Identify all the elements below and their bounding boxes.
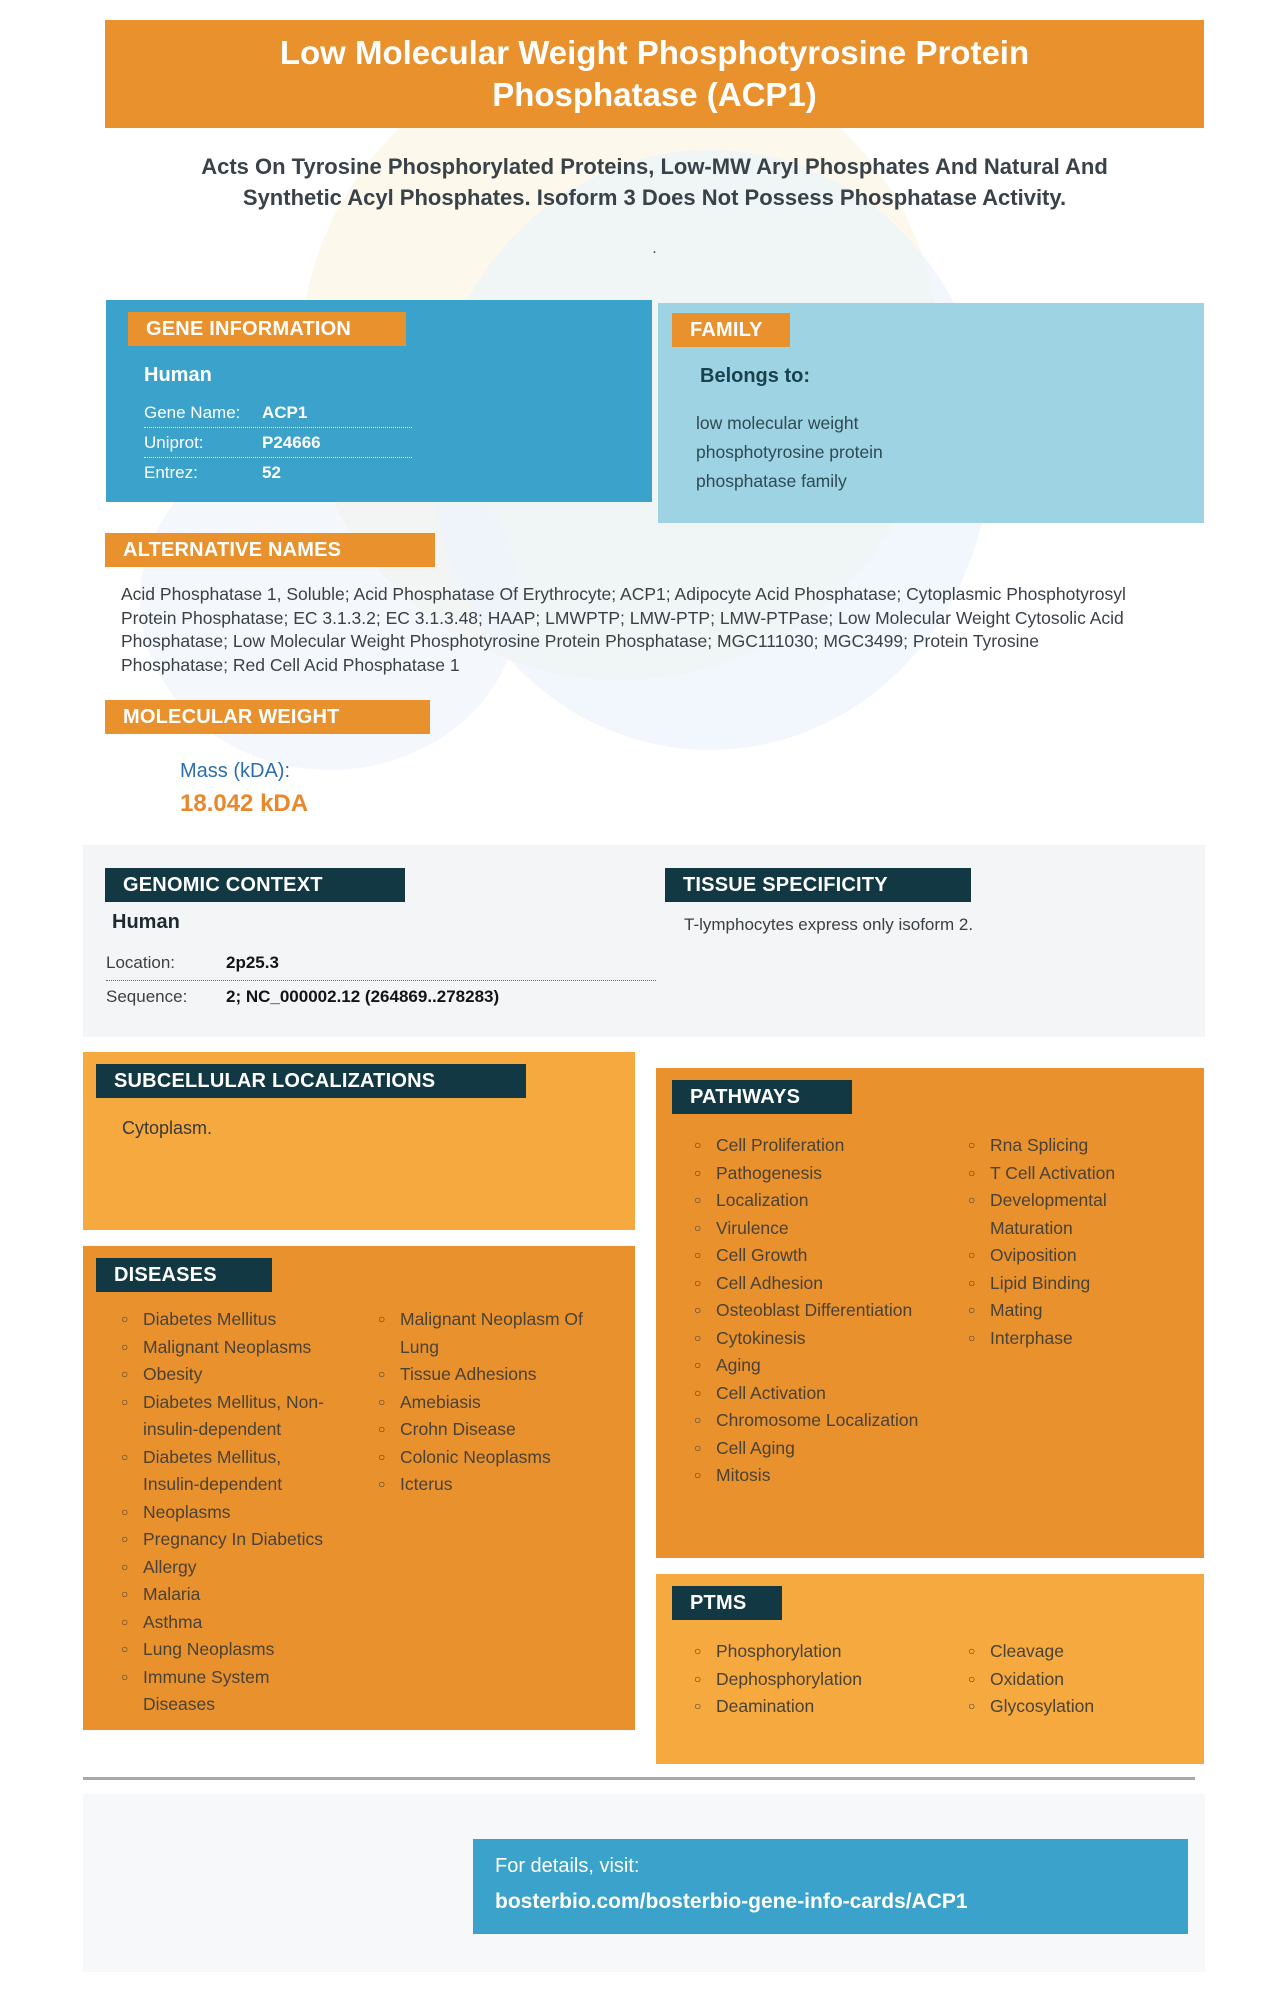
sequence-value: 2; NC_000002.12 (264869..278283)	[226, 987, 500, 1006]
table-row	[144, 458, 412, 487]
gene-information-heading: GENE INFORMATION	[128, 312, 406, 346]
table-row	[106, 947, 656, 981]
ptms-heading: PTMS	[672, 1586, 782, 1620]
pathways-list-col1	[686, 1132, 921, 1490]
page-title: Low Molecular Weight Phosphotyrosine Protein Phosphatase (ACP1)	[279, 33, 1030, 113]
diseases-columns	[83, 1306, 595, 1719]
list-item: ○ Obesity	[113, 1361, 336, 1389]
pathways-heading: PATHWAYS	[672, 1080, 852, 1114]
list-item: ○ Immune System Diseases	[113, 1664, 336, 1719]
alternative-names-text: Acid Phosphatase 1, Soluble; Acid Phosphatase Of Erythrocyte; ACP1; Adipocyte Acid Phosphatase; Cytoplasmic Phosphotyrosyl Protein Phosphatase; EC 3.1.3.2; EC 3.1.3.48; HAAP; LMWPTP; LMW-PTP; LMW-PTPase; Low Molecular Weight Cytosolic Acid Phosphatase; Low Molecular Weight Phosphotyrosine Protein Phosphatase; MGC111030; MGC3499; Protein Tyrosine Phosphatase; Red Cell Acid Phosphatase 1	[121, 584, 1126, 675]
list-item: ○ Localization	[686, 1187, 921, 1215]
footer-link[interactable]: bosterbio.com/bosterbio-gene-info-cards/ACP1	[495, 1890, 968, 1913]
ptms-list-col1	[686, 1638, 921, 1721]
list-item: ○ Neoplasms	[113, 1499, 336, 1527]
ptms-panel	[656, 1574, 1204, 1764]
footer-panel	[83, 1794, 1205, 1972]
page-subtitle: Acts On Tyrosine Phosphorylated Proteins, Low-MW Aryl Phosphates And Natural And Synthetic Acyl Phosphates. Isoform 3 Does Not Possess Phosphatase Activity.	[201, 154, 1108, 210]
list-item: ○ Diabetes Mellitus, Insulin-dependent	[113, 1444, 336, 1499]
list-item: ○ Crohn Disease	[370, 1416, 595, 1444]
list-item: ○ Dephosphorylation	[686, 1666, 921, 1694]
list-item: ○ Lung Neoplasms	[113, 1636, 336, 1664]
stray-period: .	[652, 240, 657, 257]
location-value: 2p25.3	[226, 953, 279, 972]
list-item: ○ Virulence	[686, 1215, 921, 1243]
genomic-context-table	[106, 947, 656, 1014]
list-item: ○ Diabetes Mellitus	[113, 1306, 336, 1334]
list-item: ○ Malignant Neoplasms	[113, 1334, 336, 1362]
family-panel	[658, 303, 1204, 523]
diseases-heading: DISEASES	[96, 1258, 272, 1292]
list-item: ○ Asthma	[113, 1609, 336, 1637]
list-item: ○ Cell Aging	[686, 1435, 921, 1463]
list-item: ○ Diabetes Mellitus, Non-insulin-dependent	[113, 1389, 336, 1444]
gene-name-value: ACP1	[262, 403, 308, 422]
belongs-to-label: Belongs to:	[700, 365, 810, 387]
visit-label: For details, visit:	[495, 1855, 640, 1877]
list-item: ○ Phosphorylation	[686, 1638, 921, 1666]
list-item: ○ Deamination	[686, 1693, 921, 1721]
list-item: ○ Cleavage	[960, 1638, 1175, 1666]
pathways-list-col2	[960, 1132, 1175, 1490]
context-panel	[83, 845, 1205, 1037]
list-item: ○ Osteoblast Differentiation	[686, 1297, 921, 1325]
list-item: ○ Pathogenesis	[686, 1160, 921, 1188]
list-item: ○ Cell Proliferation	[686, 1132, 921, 1160]
uniprot-label: Uniprot:	[144, 433, 204, 452]
page-subtitle-wrap	[105, 152, 1204, 214]
genomic-context-heading: GENOMIC CONTEXT	[105, 868, 405, 902]
list-item: ○ Malignant Neoplasm Of Lung	[370, 1306, 595, 1361]
list-item: ○ Oxidation	[960, 1666, 1175, 1694]
tissue-specificity-text: T-lymphocytes express only isoform 2.	[684, 915, 974, 934]
sequence-label: Sequence:	[106, 987, 188, 1006]
list-item: ○ Pregnancy In Diabetics	[113, 1526, 336, 1554]
gene-information-panel	[106, 300, 652, 502]
table-row	[144, 398, 412, 428]
list-item: ○ Rna Splicing	[960, 1132, 1175, 1160]
subcellular-localizations-text: Cytoplasm.	[122, 1118, 213, 1138]
pathways-panel	[656, 1068, 1204, 1558]
species-label: Human	[144, 364, 212, 386]
list-item: ○ Developmental Maturation	[960, 1187, 1175, 1242]
list-item: ○ Icterus	[370, 1471, 595, 1499]
ptms-columns	[656, 1638, 1175, 1721]
subcellular-localizations-heading: SUBCELLULAR LOCALIZATIONS	[96, 1064, 526, 1098]
location-label: Location:	[106, 953, 175, 972]
alternative-names-heading: ALTERNATIVE NAMES	[105, 533, 435, 567]
list-item: ○ Malaria	[113, 1581, 336, 1609]
subcellular-localizations-panel	[83, 1052, 635, 1230]
list-item: ○ Cell Activation	[686, 1380, 921, 1408]
entrez-value: 52	[262, 463, 281, 482]
list-item: ○ Chromosome Localization	[686, 1407, 921, 1435]
list-item: ○ Cell Growth	[686, 1242, 921, 1270]
list-item: ○ Mitosis	[686, 1462, 921, 1490]
family-heading: FAMILY	[672, 313, 790, 347]
diseases-list-col2	[370, 1306, 595, 1719]
list-item: ○ Amebiasis	[370, 1389, 595, 1417]
footer-link-box	[473, 1839, 1188, 1934]
list-item: ○ T Cell Activation	[960, 1160, 1175, 1188]
list-item: ○ Mating	[960, 1297, 1175, 1325]
list-item: ○ Aging	[686, 1352, 921, 1380]
diseases-panel	[83, 1246, 635, 1730]
ptms-list-col2	[960, 1638, 1175, 1721]
molecular-weight-heading: MOLECULAR WEIGHT	[105, 700, 430, 734]
diseases-list-col1	[113, 1306, 336, 1719]
mass-label: Mass (kDA):	[180, 760, 290, 782]
gene-name-label: Gene Name:	[144, 403, 241, 422]
list-item: ○ Glycosylation	[960, 1693, 1175, 1721]
list-item: ○ Colonic Neoplasms	[370, 1444, 595, 1472]
tissue-specificity-heading: TISSUE SPECIFICITY	[665, 868, 971, 902]
page-title-banner	[105, 20, 1204, 128]
uniprot-value: P24666	[262, 433, 321, 452]
list-item: ○ Cell Adhesion	[686, 1270, 921, 1298]
list-item: ○ Tissue Adhesions	[370, 1361, 595, 1389]
list-item: ○ Allergy	[113, 1554, 336, 1582]
table-row	[106, 981, 656, 1014]
footer-divider	[83, 1777, 1195, 1780]
list-item: ○ Lipid Binding	[960, 1270, 1175, 1298]
list-item: ○ Interphase	[960, 1325, 1175, 1353]
mass-value: 18.042 kDA	[180, 790, 309, 817]
list-item: ○ Cytokinesis	[686, 1325, 921, 1353]
table-row	[144, 428, 412, 458]
species-label: Human	[112, 911, 180, 933]
pathways-columns	[656, 1132, 1175, 1490]
entrez-label: Entrez:	[144, 463, 198, 482]
family-value: low molecular weight phosphotyrosine protein phosphatase family	[696, 413, 883, 491]
list-item: ○ Oviposition	[960, 1242, 1175, 1270]
gene-information-table	[144, 398, 412, 487]
